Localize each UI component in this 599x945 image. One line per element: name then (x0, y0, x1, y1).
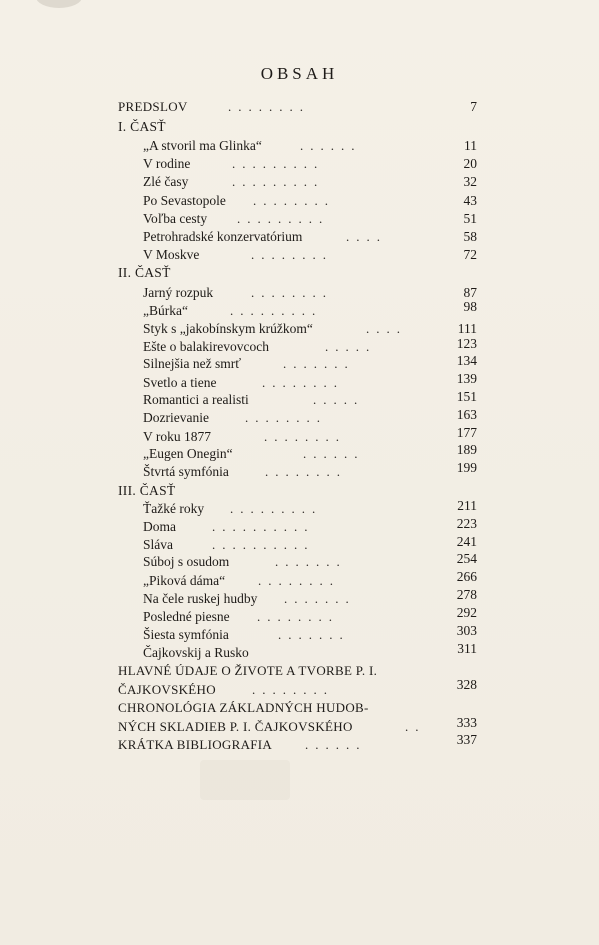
toc-entry-label: PREDSLOV (118, 99, 188, 114)
toc-entry (0, 264, 599, 282)
toc-entry (0, 355, 599, 373)
toc-entry-label: Ťažké roky (143, 501, 205, 516)
toc-entry-label: „Piková dáma“ (143, 573, 226, 588)
toc-page-number: 51 (463, 211, 477, 226)
dot-leader: ........ (251, 285, 333, 300)
toc-entry (0, 246, 599, 264)
page-title: OBSAH (260, 64, 339, 83)
toc-entry-label: Styk s „jakobínskym krúžkom“ (143, 321, 313, 336)
toc-page-number: 303 (456, 623, 477, 638)
toc-entry (0, 155, 599, 173)
dot-leader: .......... (212, 519, 315, 534)
toc-page-number: 72 (463, 247, 477, 262)
toc-entry-label: KRÁTKA BIBLIOGRAFIA (118, 737, 273, 752)
toc-page-number: 266 (456, 569, 477, 584)
toc-entry-label: V Moskve (143, 247, 200, 262)
dot-leader: .......... (212, 537, 315, 552)
dot-leader: ...... (300, 138, 362, 153)
toc-page-number: 151 (456, 389, 477, 404)
dot-leader: .... (366, 321, 407, 336)
toc-entry (0, 677, 599, 699)
dot-leader: ........ (265, 464, 347, 479)
toc-page-number: 123 (456, 336, 477, 351)
toc-entry-label: Dozrievanie (143, 410, 209, 425)
toc-entry (0, 500, 599, 518)
toc-entry (0, 338, 599, 356)
toc-entry-label: Súboj s osudom (143, 554, 230, 569)
toc-entry-label: V roku 1877 (143, 429, 212, 444)
toc-entry-label: Svetlo a tiene (143, 375, 217, 390)
toc-entry (0, 587, 599, 608)
toc-page-number: 333 (456, 715, 477, 730)
dot-leader: ..... (313, 392, 365, 407)
dot-leader: .... (346, 229, 387, 244)
toc-entry-label: Jarný rozpuk (143, 285, 214, 300)
toc-page-number: 11 (464, 138, 477, 153)
toc-entry-label: Na čele ruskej hudby (143, 591, 258, 606)
dot-leader: .. (405, 719, 426, 734)
dot-leader: ......... (230, 303, 323, 318)
toc-entry-label: Zlé časy (143, 174, 189, 189)
dot-leader: ....... (278, 627, 350, 642)
toc-entry-label: I. ČASŤ (118, 119, 166, 134)
dot-leader: ......... (237, 211, 330, 226)
toc-entry (0, 699, 599, 717)
toc-entry (0, 371, 599, 392)
toc-entry (0, 391, 599, 409)
toc-entry-label: ČAJKOVSKÉHO (118, 682, 216, 697)
toc-entry (0, 299, 599, 320)
toc-entry-label: „A stvoril ma Glinka“ (143, 138, 262, 153)
toc-page-number: 111 (457, 321, 477, 336)
dot-leader: ........ (251, 247, 333, 262)
toc-entry (0, 641, 599, 662)
toc-page-number: 177 (456, 425, 477, 440)
toc-entry (0, 518, 599, 536)
toc-entry (0, 482, 599, 500)
toc-page-number: 211 (457, 498, 477, 513)
toc-entry (0, 228, 599, 246)
toc-entry-label: „Búrka“ (143, 303, 188, 318)
toc-entry (0, 173, 599, 191)
toc-page-number: 58 (463, 229, 477, 244)
toc-entry (0, 732, 599, 754)
toc-page-number: 199 (456, 460, 477, 475)
dot-leader: ........ (257, 609, 339, 624)
toc-entry (0, 425, 599, 446)
toc-entry (0, 553, 599, 571)
dot-leader: ........ (252, 682, 334, 697)
toc-entry-label: Posledné piesne (143, 609, 230, 624)
toc-entry (0, 118, 599, 136)
toc-entry-label: Po Sevastopole (143, 193, 226, 208)
toc-entry (0, 442, 599, 463)
toc-entry-label: Petrohradské konzervatórium (143, 229, 303, 244)
toc-page-number: 254 (456, 551, 477, 566)
toc-entry (0, 536, 599, 554)
toc-page-number: 189 (456, 442, 477, 457)
dot-leader: ......... (232, 156, 325, 171)
toc-page-number: 241 (456, 534, 477, 549)
toc-page-number: 98 (463, 299, 477, 314)
toc-entry-label: Sláva (143, 537, 173, 552)
toc-entry-label: Šiesta symfónia (143, 627, 229, 642)
toc-entry-label: HLAVNÉ ÚDAJE O ŽIVOTE A TVORBE P. I. (118, 663, 378, 678)
toc-entry-label: Silnejšia než smrť (143, 356, 242, 371)
toc-page-number: 87 (463, 285, 477, 300)
toc-page-number: 223 (456, 516, 477, 531)
toc-page-number: 7 (470, 99, 477, 114)
dot-leader: ........ (264, 429, 346, 444)
toc-entry-label: II. ČASŤ (118, 265, 171, 280)
toc-entry (0, 320, 599, 338)
toc-entry-label: Doma (143, 519, 176, 534)
toc-page-number: 328 (456, 677, 477, 692)
toc-page-number: 292 (456, 605, 477, 620)
toc-entry-label: „Eugen Onegin“ (143, 446, 233, 461)
dot-leader: ........ (262, 375, 344, 390)
toc-entry-label: Štvrtá symfónia (143, 464, 229, 479)
toc-entry-label: III. ČASŤ (118, 483, 176, 498)
toc-entry (0, 623, 599, 644)
toc-page-number: 43 (463, 193, 477, 208)
dot-leader: ....... (283, 356, 355, 371)
toc-page-number: 134 (456, 353, 477, 368)
toc-entry-label: NÝCH SKLADIEB P. I. ČAJKOVSKÉHO (118, 719, 353, 734)
dot-leader: ........ (245, 410, 327, 425)
dot-leader: ....... (275, 554, 347, 569)
toc-page-number: 311 (457, 641, 477, 656)
dot-leader: ........ (228, 99, 310, 114)
toc-entry (0, 662, 599, 680)
toc-entry (0, 210, 599, 228)
toc-entry-label: CHRONOLÓGIA ZÁKLADNÝCH HUDOB- (118, 700, 369, 715)
toc-entry-label: Čajkovskij a Rusko (143, 645, 249, 660)
dot-leader: ..... (325, 339, 377, 354)
toc-entry (0, 460, 599, 481)
toc-page-number: 32 (463, 174, 477, 189)
toc-entry (0, 284, 599, 302)
toc-entry-label: V rodine (143, 156, 191, 171)
toc-entry-label: Voľba cesty (143, 211, 208, 226)
dot-leader: ......... (230, 501, 323, 516)
dot-leader: ....... (284, 591, 356, 606)
dot-leader: ......... (232, 174, 325, 189)
toc-entry (0, 605, 599, 626)
toc-page-number: 278 (456, 587, 477, 602)
dot-leader: ........ (258, 573, 340, 588)
dot-leader: ...... (303, 446, 365, 461)
dot-leader: ........ (253, 193, 335, 208)
toc-page-number: 139 (456, 371, 477, 386)
dot-leader: ...... (305, 737, 367, 752)
toc-page-number: 337 (456, 732, 477, 747)
toc-entry-label: Romantici a realisti (143, 392, 249, 407)
toc-entry (0, 569, 599, 590)
toc-entry-label: Ešte o balakirevovcoch (143, 339, 269, 354)
toc-page-number: 20 (463, 156, 477, 171)
toc-entry (0, 137, 599, 155)
toc-page-number: 163 (456, 407, 477, 422)
toc-entry (0, 192, 599, 210)
toc-entry (0, 409, 599, 427)
toc-entry (0, 98, 599, 116)
toc-entry (0, 715, 599, 736)
